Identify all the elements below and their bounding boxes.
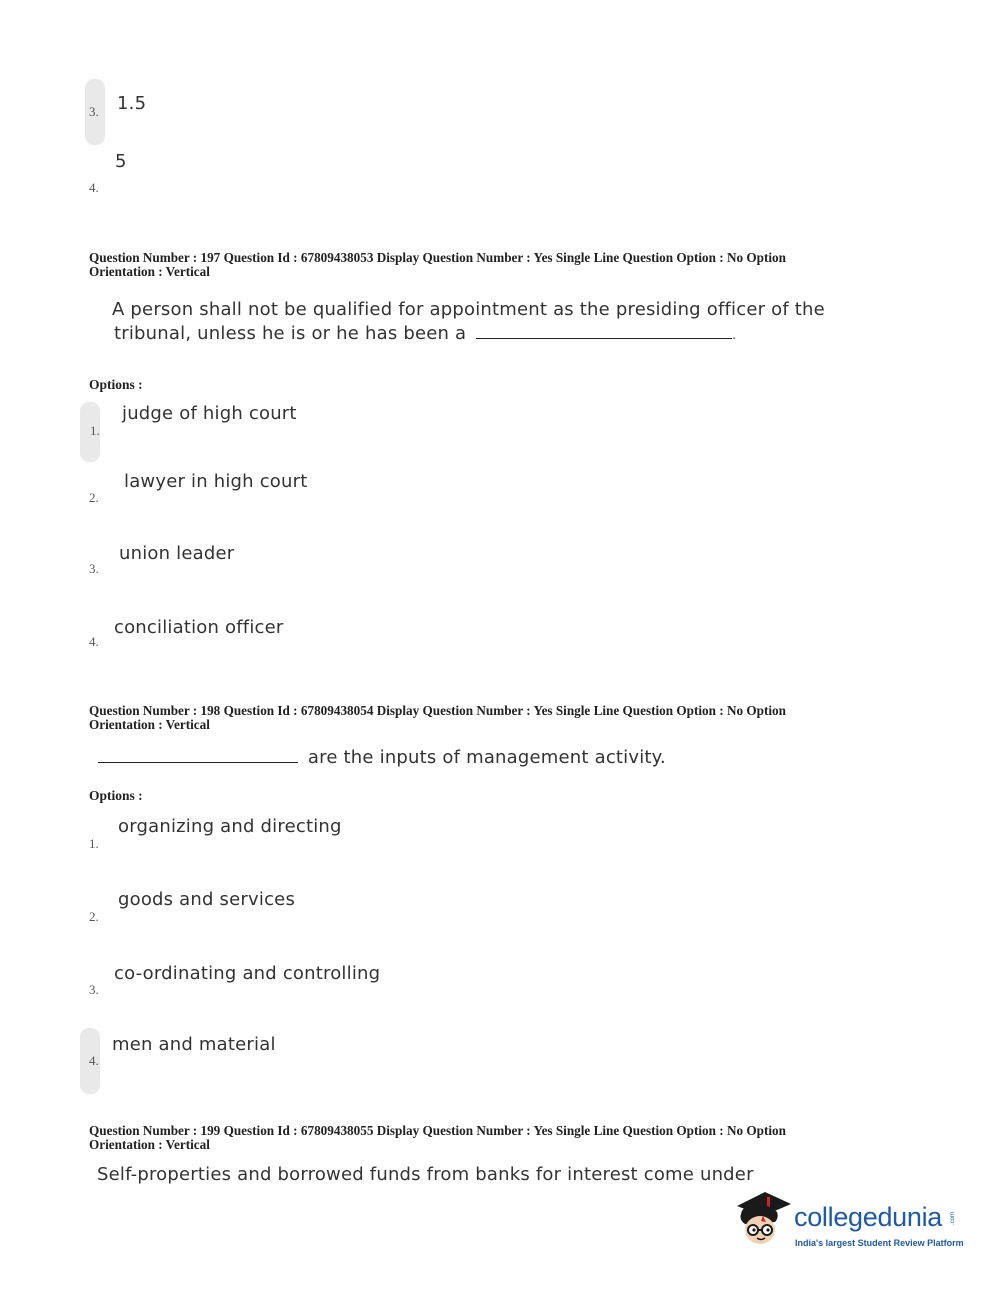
question-meta	[89, 251, 889, 279]
option-text[interactable]: lawyer in high court	[124, 471, 308, 492]
option-number: 4.	[89, 1053, 99, 1068]
option-number: 3.	[89, 104, 99, 119]
option-number: 1.	[89, 836, 99, 851]
option-text[interactable]: union leader	[119, 543, 235, 564]
option-text[interactable]: goods and services	[118, 889, 296, 910]
question-meta-line1: Question Number : 198 Question Id : 67809438054 Display Question Number : Yes Single Line Question Option : No Option	[89, 703, 786, 718]
question-text: Self-properties and borrowed funds from banks for interest come under	[97, 1164, 754, 1185]
option-text[interactable]: conciliation officer	[114, 617, 284, 638]
option-number: 3.	[89, 982, 99, 997]
option-number: 2.	[89, 909, 99, 924]
question-text-suffix: .	[732, 328, 737, 342]
question-meta-line1: Question Number : 197 Question Id : 67809438053 Display Question Number : Yes Single Line Question Option : No Option	[89, 250, 786, 265]
question-text-line1: A person shall not be qualified for appointment as the presiding officer of the	[112, 299, 825, 320]
option-number: 2.	[89, 490, 99, 505]
question-meta-line1: Question Number : 199 Question Id : 67809438055 Display Question Number : Yes Single Line Question Option : No Option	[89, 1123, 786, 1138]
option-number: 3.	[89, 561, 99, 576]
logo-wordmark: collegedunia	[794, 1202, 943, 1232]
question-meta-line2: Orientation : Vertical	[89, 264, 210, 279]
option-text[interactable]: judge of high court	[122, 403, 297, 424]
options-label: Options :	[89, 377, 143, 392]
question-meta	[89, 704, 889, 732]
option-text[interactable]: 5	[115, 151, 127, 172]
option-text[interactable]: men and material	[112, 1034, 276, 1055]
student-mascot-icon	[733, 1188, 793, 1258]
question-text	[112, 298, 825, 347]
option-text[interactable]: organizing and directing	[118, 816, 342, 837]
answer-blank	[98, 746, 298, 763]
logo-com: .com	[950, 1212, 956, 1226]
question-meta-line2: Orientation : Vertical	[89, 1137, 210, 1152]
options-label: Options :	[89, 788, 143, 803]
option-text[interactable]: co-ordinating and controlling	[114, 963, 381, 984]
option-number: 4.	[89, 180, 99, 195]
logo-tagline: India's largest Student Review Platform	[795, 1238, 964, 1248]
option-number: 4.	[89, 634, 99, 649]
option-text[interactable]: 1.5	[117, 93, 147, 114]
question-meta-line2: Orientation : Vertical	[89, 717, 210, 732]
question-meta	[89, 1124, 889, 1152]
answer-blank	[476, 322, 732, 339]
question-text-line2	[112, 322, 825, 347]
collegedunia-logo	[733, 1188, 968, 1258]
option-number: 1.	[90, 423, 100, 438]
question-text-prefix: tribunal, unless he is or he has been a	[114, 323, 467, 344]
question-text-suffix: are the inputs of management activity.	[307, 747, 666, 768]
question-text	[98, 746, 666, 770]
